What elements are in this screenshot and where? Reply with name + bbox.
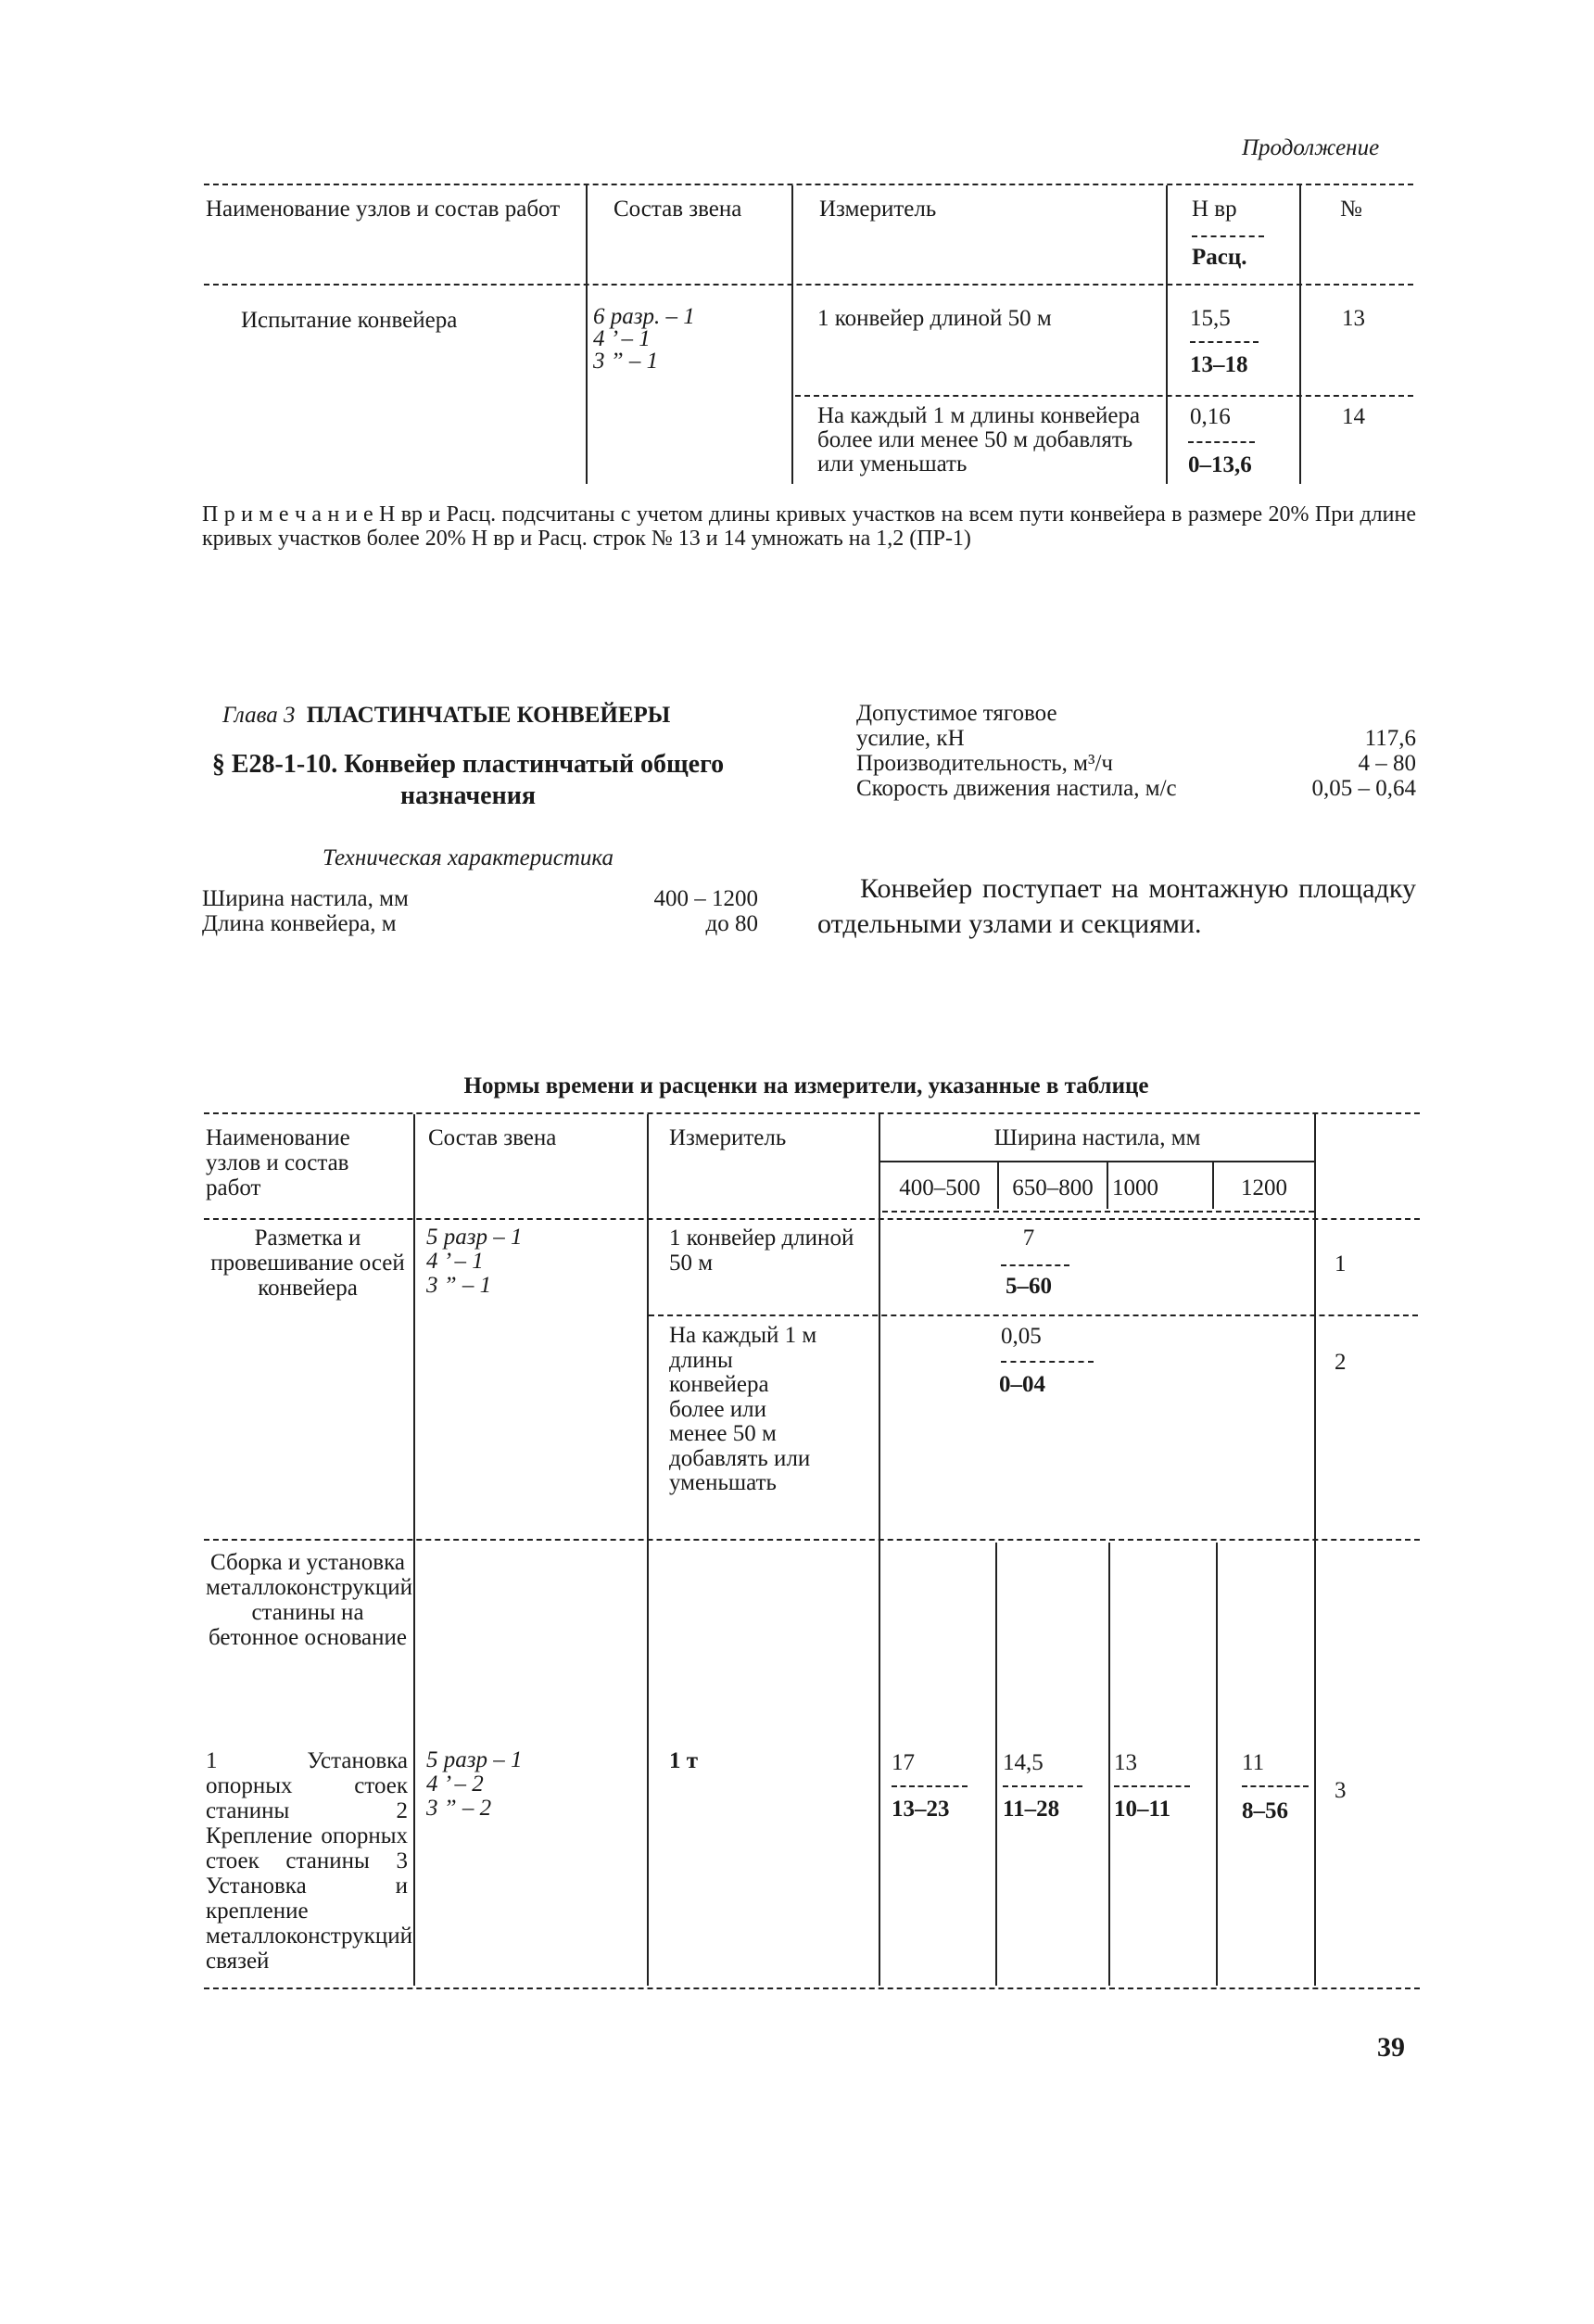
row-rasc: 0–13,6: [1188, 452, 1252, 477]
chapter-title: ПЛАСТИНЧАТЫЕ КОНВЕЙЕРЫ: [306, 703, 671, 728]
spec-value: до 80: [705, 911, 758, 936]
row-nvr: 14,5: [1003, 1750, 1044, 1775]
row-rasc: 11–28: [1003, 1797, 1060, 1822]
row-rasc: 10–11: [1114, 1797, 1171, 1822]
crew-item: 3 ” – 1: [426, 1273, 492, 1298]
spec-label: Длина конвейера, м: [202, 911, 397, 936]
table-divider: [882, 1211, 1314, 1213]
header-rasc: Расц.: [1192, 245, 1247, 270]
fraction-line: [1242, 1785, 1309, 1787]
column-rule: [413, 1114, 415, 1986]
table-divider: [880, 1161, 1316, 1162]
header-crew: Состав звена: [428, 1125, 557, 1150]
row-nvr: 15,5: [1190, 306, 1231, 331]
width-col: 650–800: [1012, 1175, 1094, 1200]
width-col: 1000: [1112, 1175, 1158, 1200]
page-number: 39: [1377, 2032, 1405, 2063]
crew-item: 5 разр – 1: [426, 1747, 523, 1772]
row-no: 14: [1342, 404, 1365, 429]
crew-item: 4 ’ – 2: [426, 1772, 484, 1797]
crew-item: 4 ’ – 1: [593, 326, 651, 351]
table-note: П р и м е ч а н и е Н вр и Расц. подсчитаны с учетом длины кривых участков на всем пути конвейера в размере 20% При длине кривых участков более 20% Н вр и Расц. строк № 13 и 14 умножать на 1,2 (ПР-1): [202, 502, 1416, 551]
row-name: Разметка и провешивание осей конвейера: [210, 1225, 405, 1301]
column-rule: [586, 185, 588, 484]
column-rule: [995, 1543, 997, 1986]
row-rasc: 5–60: [1006, 1274, 1052, 1299]
table-divider: [204, 1987, 1420, 1989]
header-name: Наименование узлов и состав работ: [206, 1125, 350, 1200]
row-nvr: 0,16: [1190, 404, 1231, 429]
table-divider: [649, 1314, 1418, 1316]
spec-row: [202, 886, 758, 911]
header-name: Наименование узлов и состав работ: [206, 197, 561, 222]
width-col: 400–500: [899, 1175, 980, 1200]
row-nvr: 13: [1114, 1750, 1137, 1775]
row-rasc: 13–18: [1190, 352, 1248, 377]
spec-label: Скорость движения настила, м/с: [856, 776, 1177, 801]
fraction-line: [1190, 341, 1259, 343]
crew-item: 6 разр. – 1: [593, 304, 695, 329]
specs-left: [202, 886, 758, 936]
crew-item: 3 ” – 2: [426, 1796, 492, 1821]
fraction-line: [1188, 441, 1255, 443]
row-name: Испытание конвейера: [241, 308, 458, 333]
row-unit: На каждый 1 м длины конвейера более или менее 50 м добавлять или уменьшать: [669, 1323, 817, 1495]
width-col: 1200: [1241, 1175, 1287, 1200]
column-rule: [1107, 1162, 1108, 1209]
column-rule: [1299, 185, 1301, 484]
column-rule: [1108, 1543, 1110, 1986]
header-crew: Состав звена: [614, 197, 742, 222]
fraction-line: [1003, 1785, 1082, 1787]
specs-right: [856, 701, 1416, 801]
table-divider: [204, 1539, 1420, 1541]
intro-text: Конвейер поступает на монтажную площадку отдельными узлами и секциями.: [817, 873, 1416, 939]
header-unit: Измеритель: [819, 197, 937, 222]
row-no: 3: [1335, 1778, 1347, 1803]
spec-label: Допустимое тяговое усилие, кН: [856, 701, 1057, 751]
table-divider: [204, 284, 1413, 286]
row-rasc: 0–04: [999, 1372, 1045, 1397]
table-caption: Нормы времени и расценки на измерители, указанные в таблице: [463, 1073, 1149, 1099]
fraction-line: [1192, 235, 1264, 237]
row-nvr: 11: [1242, 1750, 1265, 1775]
section-title: § Е28-1-10. Конвейер пластинчатый общего назначения: [211, 750, 725, 810]
crew-item: 5 разр – 1: [426, 1225, 523, 1250]
header-no: №: [1340, 197, 1362, 222]
tech-title: Техническая характеристика: [322, 845, 614, 870]
column-rule: [1216, 1543, 1218, 1986]
continued-label: Продолжение: [1242, 135, 1380, 160]
column-rule: [1314, 1114, 1316, 1986]
row-no: 13: [1342, 306, 1365, 331]
header-unit: Измеритель: [669, 1125, 787, 1150]
table-divider: [204, 1218, 1420, 1220]
crew-list: [426, 1225, 523, 1298]
column-rule: [791, 185, 793, 484]
row-unit: На каждый 1 м длины конвейера более или менее 50 м добавлять или уменьшать: [817, 403, 1141, 476]
spec-value: 0,05 – 0,64: [1311, 776, 1416, 801]
row-no: 2: [1335, 1350, 1347, 1375]
fraction-line: [1114, 1785, 1190, 1787]
crew-list: [593, 306, 695, 373]
row-no: 1: [1335, 1251, 1347, 1276]
row-unit: 1 конвейер длиной 50 м: [669, 1225, 854, 1276]
row-name: 1 Установка опорных стоек станины 2 Крепление опорных стоек станины 3 Установка и крепление металлоконструкций связей: [206, 1748, 412, 1974]
spec-label: Производительность, м³/ч: [856, 751, 1113, 776]
header-nvr: Н вр: [1192, 197, 1237, 222]
row-unit: 1 т: [669, 1748, 699, 1773]
spec-row: [856, 701, 1416, 751]
spec-row: [856, 776, 1416, 801]
spec-value: 117,6: [1364, 726, 1416, 751]
row-rasc: 8–56: [1242, 1798, 1288, 1823]
crew-list: [426, 1748, 523, 1821]
crew-item: 3 ” – 1: [593, 349, 659, 374]
chapter-heading: [222, 703, 670, 728]
spec-label: Ширина настила, мм: [202, 886, 409, 911]
row-group-name: Сборка и установка металлоконструкций станины на бетонное основание: [206, 1550, 412, 1650]
header-width: Ширина настила, мм: [993, 1125, 1201, 1150]
table-divider: [204, 1112, 1420, 1114]
column-rule: [1166, 185, 1168, 484]
fraction-line: [1001, 1361, 1094, 1363]
spec-row: [856, 751, 1416, 776]
column-rule: [647, 1114, 649, 1986]
fraction-line: [1001, 1264, 1069, 1266]
row-rasc: 13–23: [892, 1797, 950, 1822]
spec-row: [202, 911, 758, 936]
row-nvr: 7: [1022, 1225, 1035, 1251]
table-divider: [795, 395, 1413, 397]
crew-item: 4 ’ – 1: [426, 1249, 484, 1274]
spec-value: 400 – 1200: [653, 886, 758, 911]
row-nvr: 17: [892, 1750, 915, 1775]
row-nvr: 0,05: [1001, 1324, 1042, 1349]
chapter-label: Глава 3: [222, 703, 296, 728]
fraction-line: [892, 1785, 968, 1787]
spec-value: 4 – 80: [1358, 751, 1416, 776]
row-unit: 1 конвейер длиной 50 м: [817, 306, 1052, 331]
column-rule: [879, 1114, 880, 1986]
table-divider: [204, 184, 1413, 185]
